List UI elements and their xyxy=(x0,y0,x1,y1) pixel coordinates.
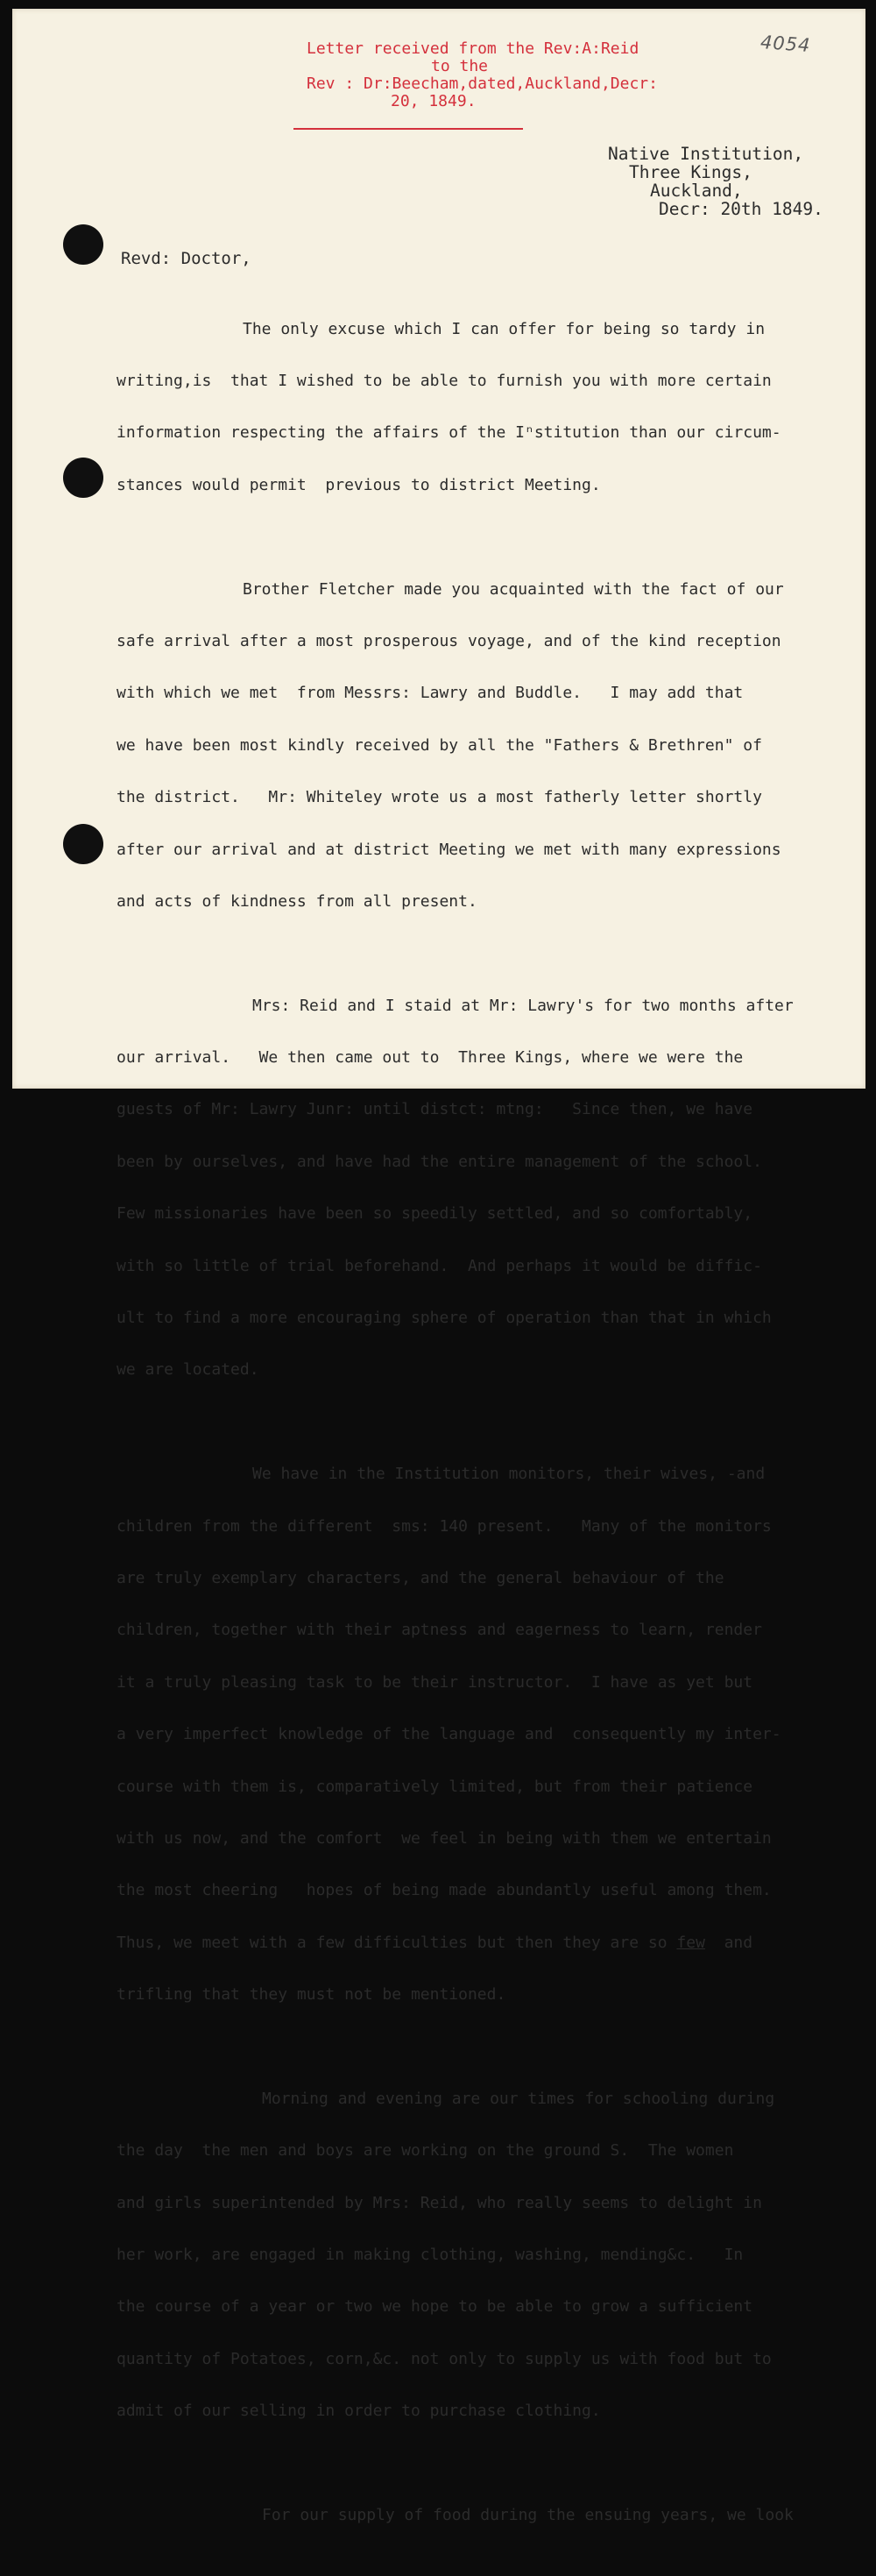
text-line: and girls superintended by Mrs: Reid, who really seems to delight in xyxy=(117,2193,762,2212)
text-line: trifling that they must not be mentioned. xyxy=(117,1985,506,2005)
text-line: ult to find a more encouraging sphere of operation than that in which xyxy=(117,1309,772,1328)
letter-body xyxy=(117,286,861,2576)
text-line: are truly exemplary characters, and the general behaviour of the xyxy=(117,1568,724,1587)
paragraph xyxy=(117,546,861,945)
text-line: guests of Mr: Lawry Junr: until distct: mtng: Since then, we have xyxy=(117,1100,753,1119)
text-line: children, together with their aptness and eagerness to learn, render xyxy=(117,1621,762,1640)
text-segment: Thus, we meet with a few difficulties but then they are so xyxy=(117,1933,677,1952)
text-line: Mrs: Reid and I staid at Mr: Lawry's for two months after xyxy=(252,996,794,1015)
accession-number: 4054 xyxy=(759,32,812,56)
underlined-word: few xyxy=(676,1933,705,1952)
text-line: it a truly pleasing task to be their instructor. I have as yet but xyxy=(117,1672,753,1692)
heading-line: to the xyxy=(431,57,489,75)
paragraph xyxy=(117,1431,861,2039)
salutation: Revd: Doctor, xyxy=(121,249,251,268)
text-line: writing,is that I wished to be able to furnish you with more certain xyxy=(117,371,772,390)
text-line: Brother Fletcher made you acquainted with the fact of our xyxy=(243,579,784,599)
text-line: a very imperfect knowledge of the language and consequently my inter- xyxy=(117,1725,781,1744)
paragraph xyxy=(117,2472,861,2558)
text-line: the most cheering hopes of being made abundantly useful among them. xyxy=(117,1881,772,1900)
heading-line: Letter received from the Rev:A:Reid xyxy=(307,39,639,58)
text-line: information respecting the affairs of the Iⁿstitution than our circum- xyxy=(117,423,781,443)
text-line: Morning and evening are our times for schooling during xyxy=(262,2089,775,2108)
address-line: Decr: 20th 1849. xyxy=(659,199,823,219)
text-line: been by ourselves, and have had the entire management of the school. xyxy=(117,1152,762,1171)
text-line: We have in the Institution monitors, their wives, -and xyxy=(252,1465,766,1484)
punch-hole xyxy=(63,224,103,265)
text-line: the course of a year or two we hope to be able to grow a sufficient xyxy=(117,2297,753,2317)
text-line: we have been most kindly received by all the "Fathers & Brethren" of xyxy=(117,735,762,755)
letter-heading xyxy=(307,40,658,110)
text-line: children from the different sms: 140 present. Many of the monitors xyxy=(117,1516,772,1536)
text-line: admit of our selling in order to purchase clothing. xyxy=(117,2402,601,2421)
address-line: Three Kings, xyxy=(629,162,752,182)
heading-underline xyxy=(293,128,523,130)
punch-hole xyxy=(63,824,103,864)
text-line xyxy=(117,1934,861,1952)
punch-hole xyxy=(63,458,103,498)
text-line: with us now, and the comfort we feel in being with them we entertain xyxy=(117,1828,772,1848)
text-line: with so little of trial beforehand. And perhaps it would be diffic- xyxy=(117,1256,762,1275)
text-line: safe arrival after a most prosperous voyage, and of the kind reception xyxy=(117,631,781,650)
text-line: For our supply of food during the ensuing years, we look xyxy=(262,2506,794,2524)
text-line: course with them is, comparatively limited, but from their patience xyxy=(117,1777,753,1796)
text-line: our arrival. We then came out to Three Kings, where we were the xyxy=(117,1048,744,1068)
text-line: Few missionaries have been so speedily settled, and so comfortably, xyxy=(117,1204,753,1224)
text-line: the day the men and boys are working on the ground S. The women xyxy=(117,2141,734,2161)
text-line: her work, are engaged in making clothing, washing, mending&c. In xyxy=(117,2246,744,2265)
text-segment: and xyxy=(704,1933,753,1952)
heading-line: 20, 1849. xyxy=(391,92,477,110)
text-line: after our arrival and at district Meeting we met with many expressions xyxy=(117,840,781,859)
paragraph xyxy=(117,286,861,529)
heading-line: Rev : Dr:Beecham,dated,Auckland,Decr: xyxy=(307,75,658,93)
text-line: the district. Mr: Whiteley wrote us a most fatherly letter shortly xyxy=(117,788,762,807)
address-line: Native Institution, xyxy=(608,144,804,164)
text-line: The only excuse which I can offer for being so tardy in xyxy=(243,319,766,338)
text-line: stances would permit previous to district Meeting. xyxy=(117,475,601,494)
paragraph xyxy=(117,2055,861,2454)
address-line: Auckland, xyxy=(650,181,743,201)
text-line: quantity of Potatoes, corn,&c. not only to supply us with food but to xyxy=(117,2349,772,2368)
text-line: and acts of kindness from all present. xyxy=(117,891,477,911)
text-line: we are located. xyxy=(117,1360,259,1380)
paragraph xyxy=(117,962,861,1414)
text-line: with which we met from Messrs: Lawry and Buddle. I may add that xyxy=(117,684,744,703)
